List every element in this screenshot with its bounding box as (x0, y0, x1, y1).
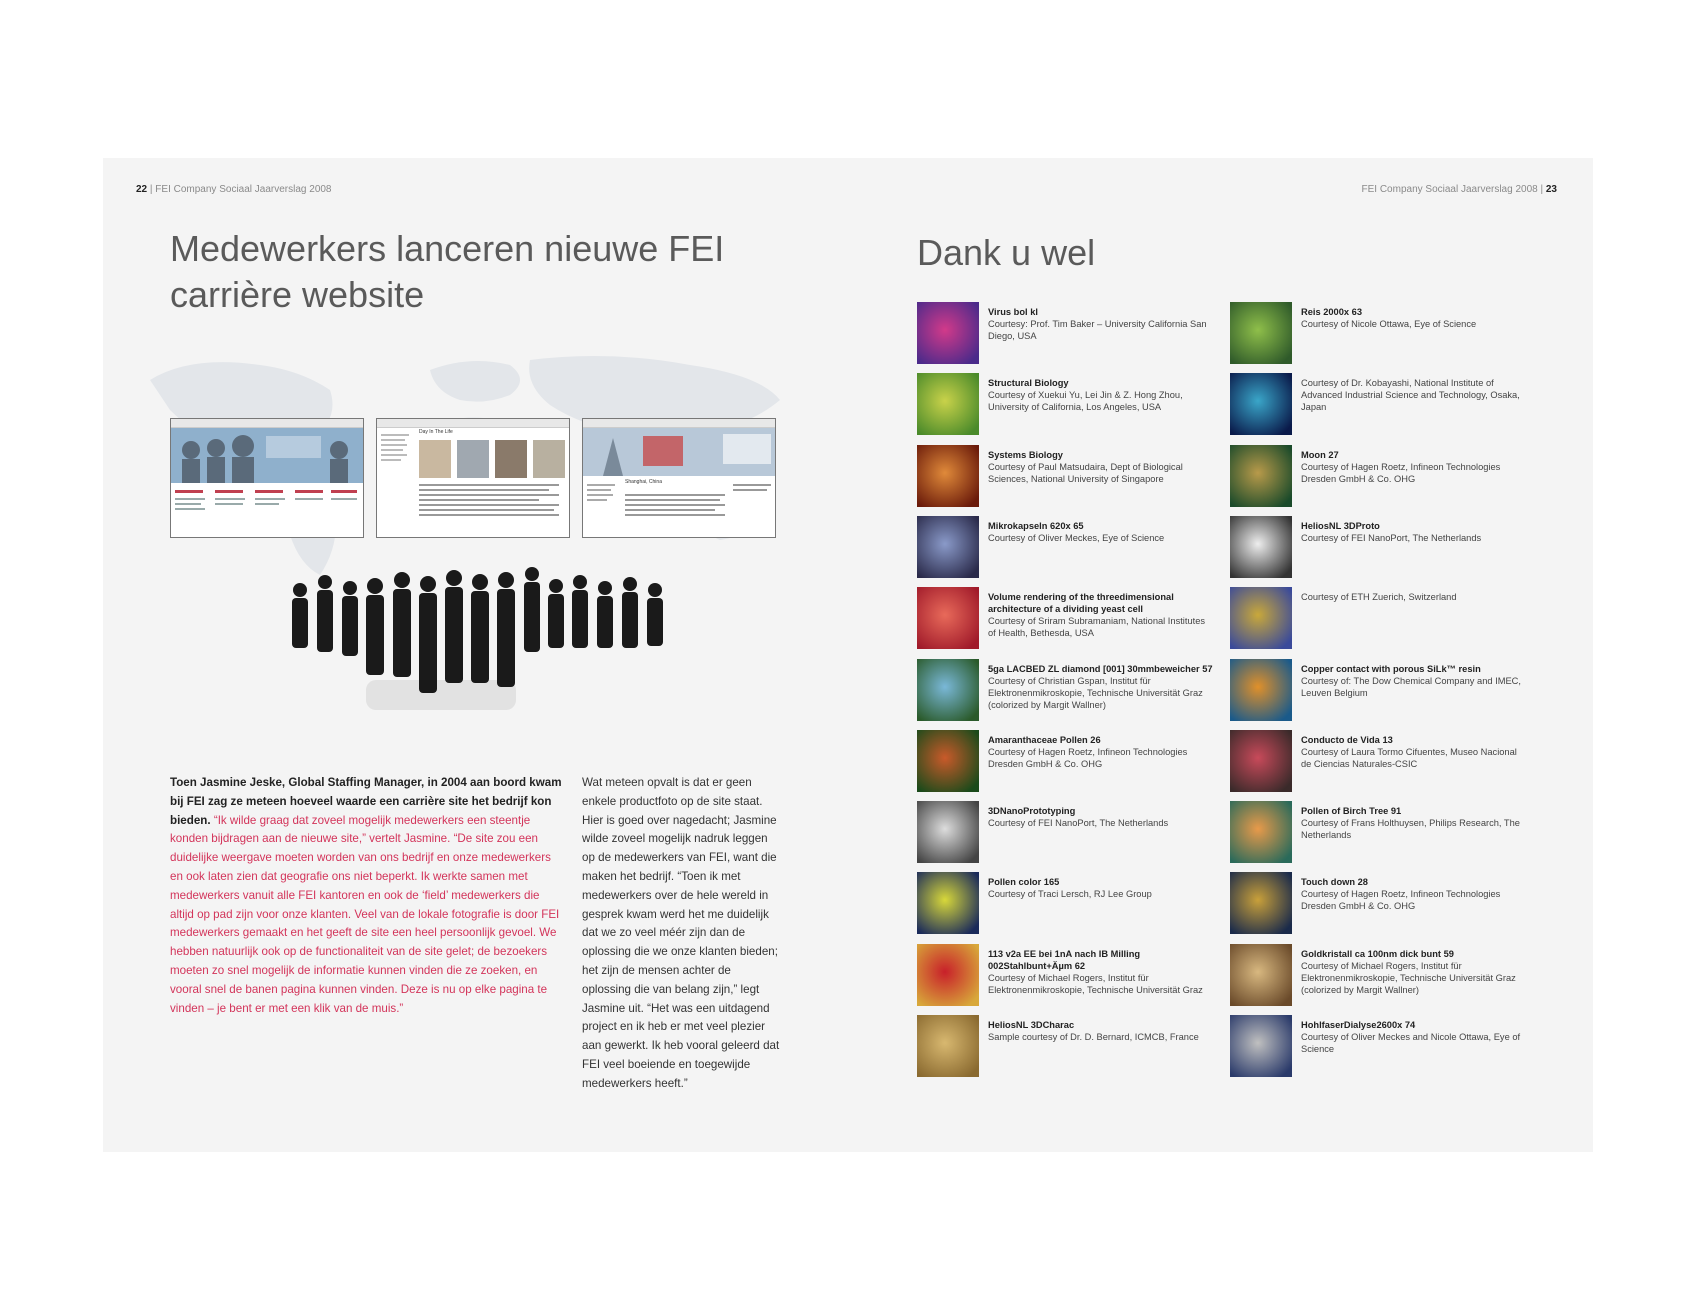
credit-text (1301, 734, 1526, 770)
credit-title: Touch down 28 (1301, 877, 1368, 888)
credit-title: Structural Biology (988, 378, 1069, 389)
credit-thumbnail-image (917, 445, 979, 507)
credit-attribution: Courtesy of Oliver Meckes, Eye of Science (988, 532, 1165, 543)
credit-title: Mikrokapseln 620x 65 (988, 520, 1084, 531)
credit-title: Copper contact with porous SiLk™ resin (1301, 663, 1481, 674)
credit-text (988, 591, 1213, 639)
credit-title: HohlfaserDialyse2600x 74 (1301, 1020, 1416, 1030)
credit-attribution: Courtesy of Oliver Meckes and Nicole Ottawa, Eye of Science (1301, 1032, 1521, 1054)
credit-text (988, 948, 1213, 996)
credit-thumbnail-image (917, 516, 979, 578)
credit-attribution: Courtesy of Michael Rogers, Institut für Elektronenmikroskopie, Technische Universität Graz (colorized by Margit Wallner) (1301, 960, 1516, 995)
credit-text (988, 663, 1213, 711)
credit-title: Pollen color 165 (988, 877, 1060, 888)
screenshot-heading: Day In The Life (419, 429, 453, 435)
credit-text (1301, 449, 1526, 485)
website-screenshot-locations (582, 418, 776, 538)
credit-text (1301, 948, 1526, 996)
credit-text (1301, 377, 1526, 413)
header-separator: | (149, 184, 153, 195)
credit-attribution: Courtesy of: The Dow Chemical Company and IMEC, Leuven Belgium (1301, 675, 1521, 698)
left-page-number: 22 (136, 184, 148, 195)
credit-text (988, 734, 1213, 770)
credit-text (1301, 1019, 1526, 1055)
credit-attribution: Courtesy of Traci Lersch, RJ Lee Group (988, 889, 1152, 900)
credit-thumbnail-image (1230, 1015, 1292, 1077)
credit-thumbnail-image (917, 659, 979, 721)
credit-title: Moon 27 (1301, 449, 1339, 460)
credit-text (988, 306, 1213, 342)
credit-attribution: Courtesy of Hagen Roetz, Infineon Technologies Dresden GmbH & Co. OHG (1301, 889, 1501, 912)
credit-thumbnail-image (917, 872, 979, 934)
credit-attribution: Courtesy of Hagen Roetz, Infineon Technologies Dresden GmbH & Co. OHG (1301, 461, 1501, 484)
credit-thumbnail-image (917, 302, 979, 364)
credit-title: Volume rendering of the threedimensional architecture of a dividing yeast cell (988, 592, 1174, 615)
credit-attribution: Sample courtesy of Dr. D. Bernard, ICMCB, France (988, 1032, 1199, 1042)
credit-attribution: Courtesy: Prof. Tim Baker – University California San Diego, USA (988, 319, 1207, 341)
credit-attribution: Courtesy of FEI NanoPort, The Netherlands (1301, 532, 1482, 543)
left-page-header (136, 184, 332, 195)
credit-title: Goldkristall ca 100nm dick bunt 59 (1301, 948, 1454, 959)
credit-thumbnail-image (917, 373, 979, 435)
credit-thumbnail-image (1230, 445, 1292, 507)
credit-title: 3DNanoPrototyping (988, 806, 1076, 817)
credit-attribution: Courtesy of FEI NanoPort, The Netherlands (988, 818, 1169, 829)
credit-thumbnail-image (917, 944, 979, 1006)
credit-attribution: Courtesy of Frans Holthuysen, Philips Research, The Netherlands (1301, 818, 1520, 841)
credit-thumbnail-image (1230, 730, 1292, 792)
credit-title: Systems Biology (988, 449, 1063, 460)
right-running-title: FEI Company Sociaal Jaarverslag 2008 (1361, 184, 1538, 195)
right-page-number: 23 (1545, 184, 1557, 195)
right-page-title: Dank u wel (917, 232, 1096, 273)
credit-thumbnail-image (1230, 872, 1292, 934)
right-page-header (1362, 184, 1558, 195)
credit-title: Pollen of Birch Tree 91 (1301, 806, 1402, 817)
credit-attribution: Courtesy of Hagen Roetz, Infineon Technologies Dresden GmbH & Co. OHG (988, 746, 1188, 769)
crowd-silhouette-illustration (280, 560, 680, 730)
second-column-paragraph: Wat meteen opvalt is dat er geen enkele productfoto op de site staat. Hier is goed over nagedacht; Jasmine wilde zoveel mogelijk nadruk leggen op de medewerkers van FEI, want die maken het bedrijf. “Toen ik met medewerkers over de hele wereld in gesprek kwam werd het me duidelijk dat we zo veel méér zijn dan de oplossing die we onze klanten bieden; het zijn de mensen achter de oplossing die van belang zijn,” legt Jasmine uit. “Het was een uitdagend project en ik heb er met veel plezier aan gewerkt. Ik heb vooral geleerd dat FEI veel boeiende en toegewijde medewerkers heeft.” (582, 776, 780, 1090)
credit-text (988, 449, 1213, 485)
credit-thumbnail-image (1230, 944, 1292, 1006)
screenshot-heading: Shanghai, China (625, 479, 662, 485)
intro-lead-text: Toen Jasmine Jeske, Global Staffing Manager, in 2004 aan boord kwam bij FEI zag ze meteen hoeveel waarde een carrière site het bedrijf kon bieden. (170, 776, 562, 827)
website-screenshot-home (170, 418, 364, 538)
credit-text (1301, 805, 1526, 841)
credit-attribution: Courtesy of Sriram Subramaniam, National Institutes of Health, Bethesda, USA (988, 616, 1206, 639)
credit-title: 113 v2a EE bei 1nA nach IB Milling 002Stahlbunt+Äµm 62 (988, 948, 1141, 971)
credit-title: Reis 2000x 63 (1301, 307, 1362, 317)
credit-thumbnail-image (917, 730, 979, 792)
credit-attribution: Courtesy of Paul Matsudaira, Dept of Biological Sciences, National University of Singapore (988, 461, 1183, 484)
website-screenshot-day-in-the-life (376, 418, 570, 538)
credit-thumbnail-image (1230, 302, 1292, 364)
credit-attribution: Courtesy of Christian Gspan, Institut für Elektronenmikroskopie, Technische Universität Graz (colorized by Margit Wallner) (988, 675, 1203, 710)
credit-attribution: Courtesy of Michael Rogers, Institut für Elektronenmikroskopie, Technische Universität Graz (988, 972, 1203, 995)
credit-thumbnail-image (917, 1015, 979, 1077)
credit-text (988, 805, 1213, 829)
credit-title: Conducto de Vida 13 (1301, 734, 1393, 745)
credit-title: HeliosNL 3DCharac (988, 1020, 1075, 1030)
credit-thumbnail-image (1230, 516, 1292, 578)
credit-title: Amaranthaceae Pollen 26 (988, 734, 1101, 745)
credit-attribution: Courtesy of ETH Zuerich, Switzerland (1301, 592, 1457, 603)
credit-title: Virus bol kl (988, 307, 1038, 317)
left-running-title: FEI Company Sociaal Jaarverslag 2008 (155, 184, 332, 195)
credit-attribution: Courtesy of Laura Tormo Cifuentes, Museo Nacional de Ciencias Naturales-CSIC (1301, 746, 1517, 769)
credit-text (988, 520, 1213, 544)
credit-thumbnail-image (1230, 801, 1292, 863)
credit-title: 5ga LACBED ZL diamond [001] 30mmbeweicher 57 (988, 663, 1213, 674)
credit-title: HeliosNL 3DProto (1301, 520, 1380, 531)
credit-text (1301, 876, 1526, 912)
header-separator: | (1540, 184, 1544, 195)
credit-thumbnail-image (1230, 373, 1292, 435)
credit-attribution: Courtesy of Xuekui Yu, Lei Jin & Z. Hong Zhou, University of California, Los Angeles, USA (988, 390, 1183, 413)
credit-text (1301, 591, 1526, 603)
credit-thumbnail-image (917, 801, 979, 863)
intro-paragraph (170, 774, 565, 1018)
credit-text (988, 377, 1213, 413)
credit-text (988, 1019, 1213, 1043)
credit-text (1301, 520, 1526, 544)
intro-quote-text: “Ik wilde graag dat zoveel mogelijk medewerkers een steentje konden bijdragen aan de nieuwe site,” vertelt Jasmine. “De site zou een duidelijke weergave moeten worden van ons bedrijf en onze medewerkers en ook laten zien dat geografie ons niet beperkt. Ik werkte samen met medewerkers vanuit alle FEI kantoren en ook de ‘field’ medewerkers die altijd op pad zijn voor onze klanten. Veel van de lokale fotografie is door FEI medewerkers gemaakt en het geeft de site een heel persoonlijk gevoel. We hebben natuurlijk ook op de functionaliteit van de site gelet; de bezoekers moeten zo snel mogelijk de informatie kunnen vinden die ze zoeken, en vooral snel de banen pagina kunnen vinden. Deze is nu op elke pagina te vinden – je bent er met een klik van de muis.” (170, 813, 560, 1015)
credit-text (1301, 663, 1526, 699)
credit-thumbnail-image (1230, 659, 1292, 721)
credit-thumbnail-image (917, 587, 979, 649)
credit-text (1301, 306, 1526, 330)
credit-thumbnail-image (1230, 587, 1292, 649)
credit-attribution: Courtesy of Dr. Kobayashi, National Institute of Advanced Industrial Science and Technology, Osaka, Japan (1301, 378, 1520, 413)
credit-text (988, 876, 1213, 900)
left-page-title: Medewerkers lanceren nieuwe FEI carrière website (170, 228, 725, 315)
credit-attribution: Courtesy of Nicole Ottawa, Eye of Science (1301, 319, 1477, 329)
